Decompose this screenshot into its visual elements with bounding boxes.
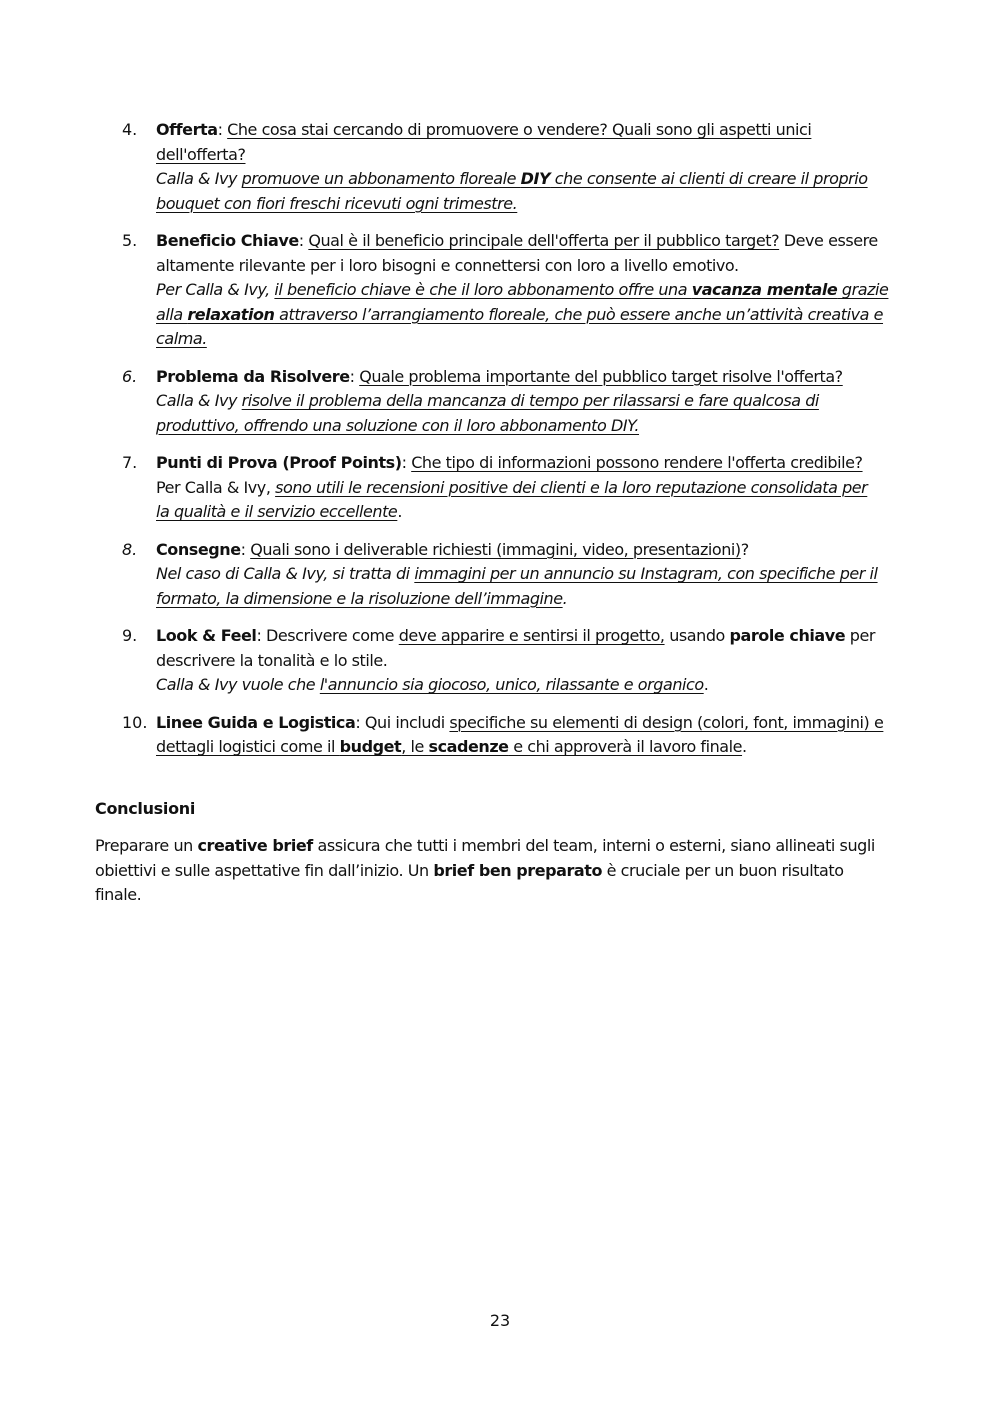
bold-text-run: parole chiave [729,626,846,645]
text-run: Calla & Ivy vuole che [156,675,320,694]
list-number: 5. [122,231,138,250]
text-line [156,414,912,439]
list-item [122,118,912,216]
text-run: alla [156,304,188,324]
text-run: ? [740,539,749,559]
text-line [156,587,912,612]
text-run: obiettivi e sulle aspettative fin dall’inizio. Un [95,860,434,880]
text-run: Che cosa stai cercando di promuovere o vendere? Quali sono gli aspetti unici [227,120,812,139]
bold-text-run: DIY [520,169,551,188]
text-run: finale. [95,885,142,904]
bold-text-run: Look & Feel [156,626,257,645]
text-line [156,143,912,168]
text-run: calma. [156,329,207,348]
text-run: : [298,231,309,250]
text-line [95,883,915,908]
bold-text-run: Linee Guida e Logistica [156,712,356,732]
text-line [156,735,912,760]
text-run: dettagli logistici come il [156,737,340,756]
text-run: assicura che tutti i membri del team, interni o esterni, siano allineati sugli [312,836,875,855]
text-line [156,303,912,328]
text-run: : Qui includi [355,712,450,732]
text-run: la qualità e il servizio eccellente [156,502,398,521]
list-number: 8. [122,539,138,559]
bold-text-run: Offerta [156,120,218,139]
text-run: Calla & Ivy [156,169,242,188]
text-line [156,389,912,414]
text-run: il beneficio chiave è che il loro abbonamento offre una [274,280,692,299]
list-item [122,624,912,698]
bold-text-run: relaxation [187,304,275,324]
text-run: Quali sono i deliverable richiesti (immagini, video, presentazioni) [250,539,741,559]
bold-text-run: budget [339,737,402,756]
text-run: Preparare un [95,836,198,855]
text-run: grazie [837,280,889,299]
text-run: : [240,539,251,559]
text-run: Qual è il beneficio principale dell'offerta per il pubblico target? [308,231,780,250]
text-run: formato, la dimensione e la risoluzione dell’immagine [156,588,563,608]
text-run: : Descrivere come [256,626,399,645]
text-line [156,500,912,525]
text-run: usando [664,626,730,645]
text-run: bouquet con fiori freschi ricevuti ogni trimestre. [156,193,518,213]
text-run: : [401,453,412,472]
text-line [156,673,912,698]
text-run: promuove un abbonamento floreale [241,169,521,188]
text-run: Deve essere [779,231,878,250]
text-run: è cruciale per un buon risultato [602,860,844,880]
list-number: 6. [122,366,138,386]
text-run: che consente ai clienti di creare il proprio [550,169,868,188]
text-run: Per Calla & Ivy, [156,477,276,497]
text-run: dell'offerta? [156,144,246,164]
text-line [156,649,912,674]
text-run: specifiche su elementi di design (colori, font, immagini) e [449,712,884,732]
text-line [156,118,912,143]
text-run: . [562,588,568,608]
text-run: risolve il problema della mancanza di tempo per rilassarsi e fare qualcosa di [241,391,819,410]
text-line [156,451,912,476]
text-run: . [397,502,402,521]
text-line [156,327,912,352]
text-run: sono utili le recensioni positive dei clienti e la loro reputazione consolidata per [275,477,868,497]
text-line [156,538,912,563]
text-run: . [703,675,709,694]
text-run: Calla & Ivy [156,391,242,410]
text-run: Quale problema importante del pubblico target risolve l'offerta? [359,366,843,386]
text-run: altamente rilevante per i loro bisogni e connettersi con loro a livello emotivo. [156,255,739,275]
text-run: . [742,737,747,756]
list-number: 10. [122,712,148,732]
text-run: descrivere la tonalità e lo stile. [156,650,388,670]
text-run: : [217,120,228,139]
text-run: Nel caso di Calla & Ivy, si tratta di [156,564,415,583]
text-run: : [349,366,360,386]
list-item [122,365,912,439]
text-run: per [845,626,876,645]
text-line [156,624,912,649]
text-line [156,254,912,279]
text-line [156,476,912,501]
text-line [156,229,912,254]
text-line [95,834,915,859]
bold-text-run: Beneficio Chiave [156,231,299,250]
list-item [122,538,912,612]
bold-text-run: Problema da Risolvere [156,366,350,386]
text-line [156,365,912,390]
list-item [122,229,912,352]
text-line [156,562,912,587]
bold-text-run: Consegne [156,539,241,559]
text-run: e chi approverà il lavoro finale [508,737,743,756]
text-line [156,192,912,217]
text-run: , le [401,737,429,756]
list-number: 7. [122,453,138,472]
bold-text-run: brief ben preparato [433,860,603,880]
bold-text-run: Punti di Prova (Proof Points) [156,453,402,472]
bold-text-run: creative brief [197,836,313,855]
list-number: 4. [122,120,138,139]
text-line [95,859,915,884]
conclusion-paragraph [95,834,915,908]
text-line [156,711,912,736]
text-run: attraverso l’arrangiamento floreale, che può essere anche un’attività creativa e [274,304,884,324]
section-heading: Conclusioni [95,799,196,818]
text-line [156,167,912,192]
numbered-list [122,118,912,773]
text-run: Che tipo di informazioni possono rendere l'offerta credibile? [411,453,863,472]
list-number: 9. [122,626,138,645]
text-run: immagini per un annuncio su Instagram, con specifiche per il [414,564,878,583]
text-line [156,278,912,303]
bold-text-run: scadenze [428,737,509,756]
text-run: deve apparire e sentirsi il progetto, [398,626,665,645]
text-run: l'annuncio sia giocoso, unico, rilassante e organico [319,675,704,694]
text-run: Per Calla & Ivy, [156,280,275,299]
list-item [122,451,912,525]
list-item [122,711,912,760]
page-number: 23 [489,1311,511,1330]
text-run: produttivo, offrendo una soluzione con il loro abbonamento DIY. [156,415,640,435]
bold-text-run: vacanza mentale [691,280,838,299]
